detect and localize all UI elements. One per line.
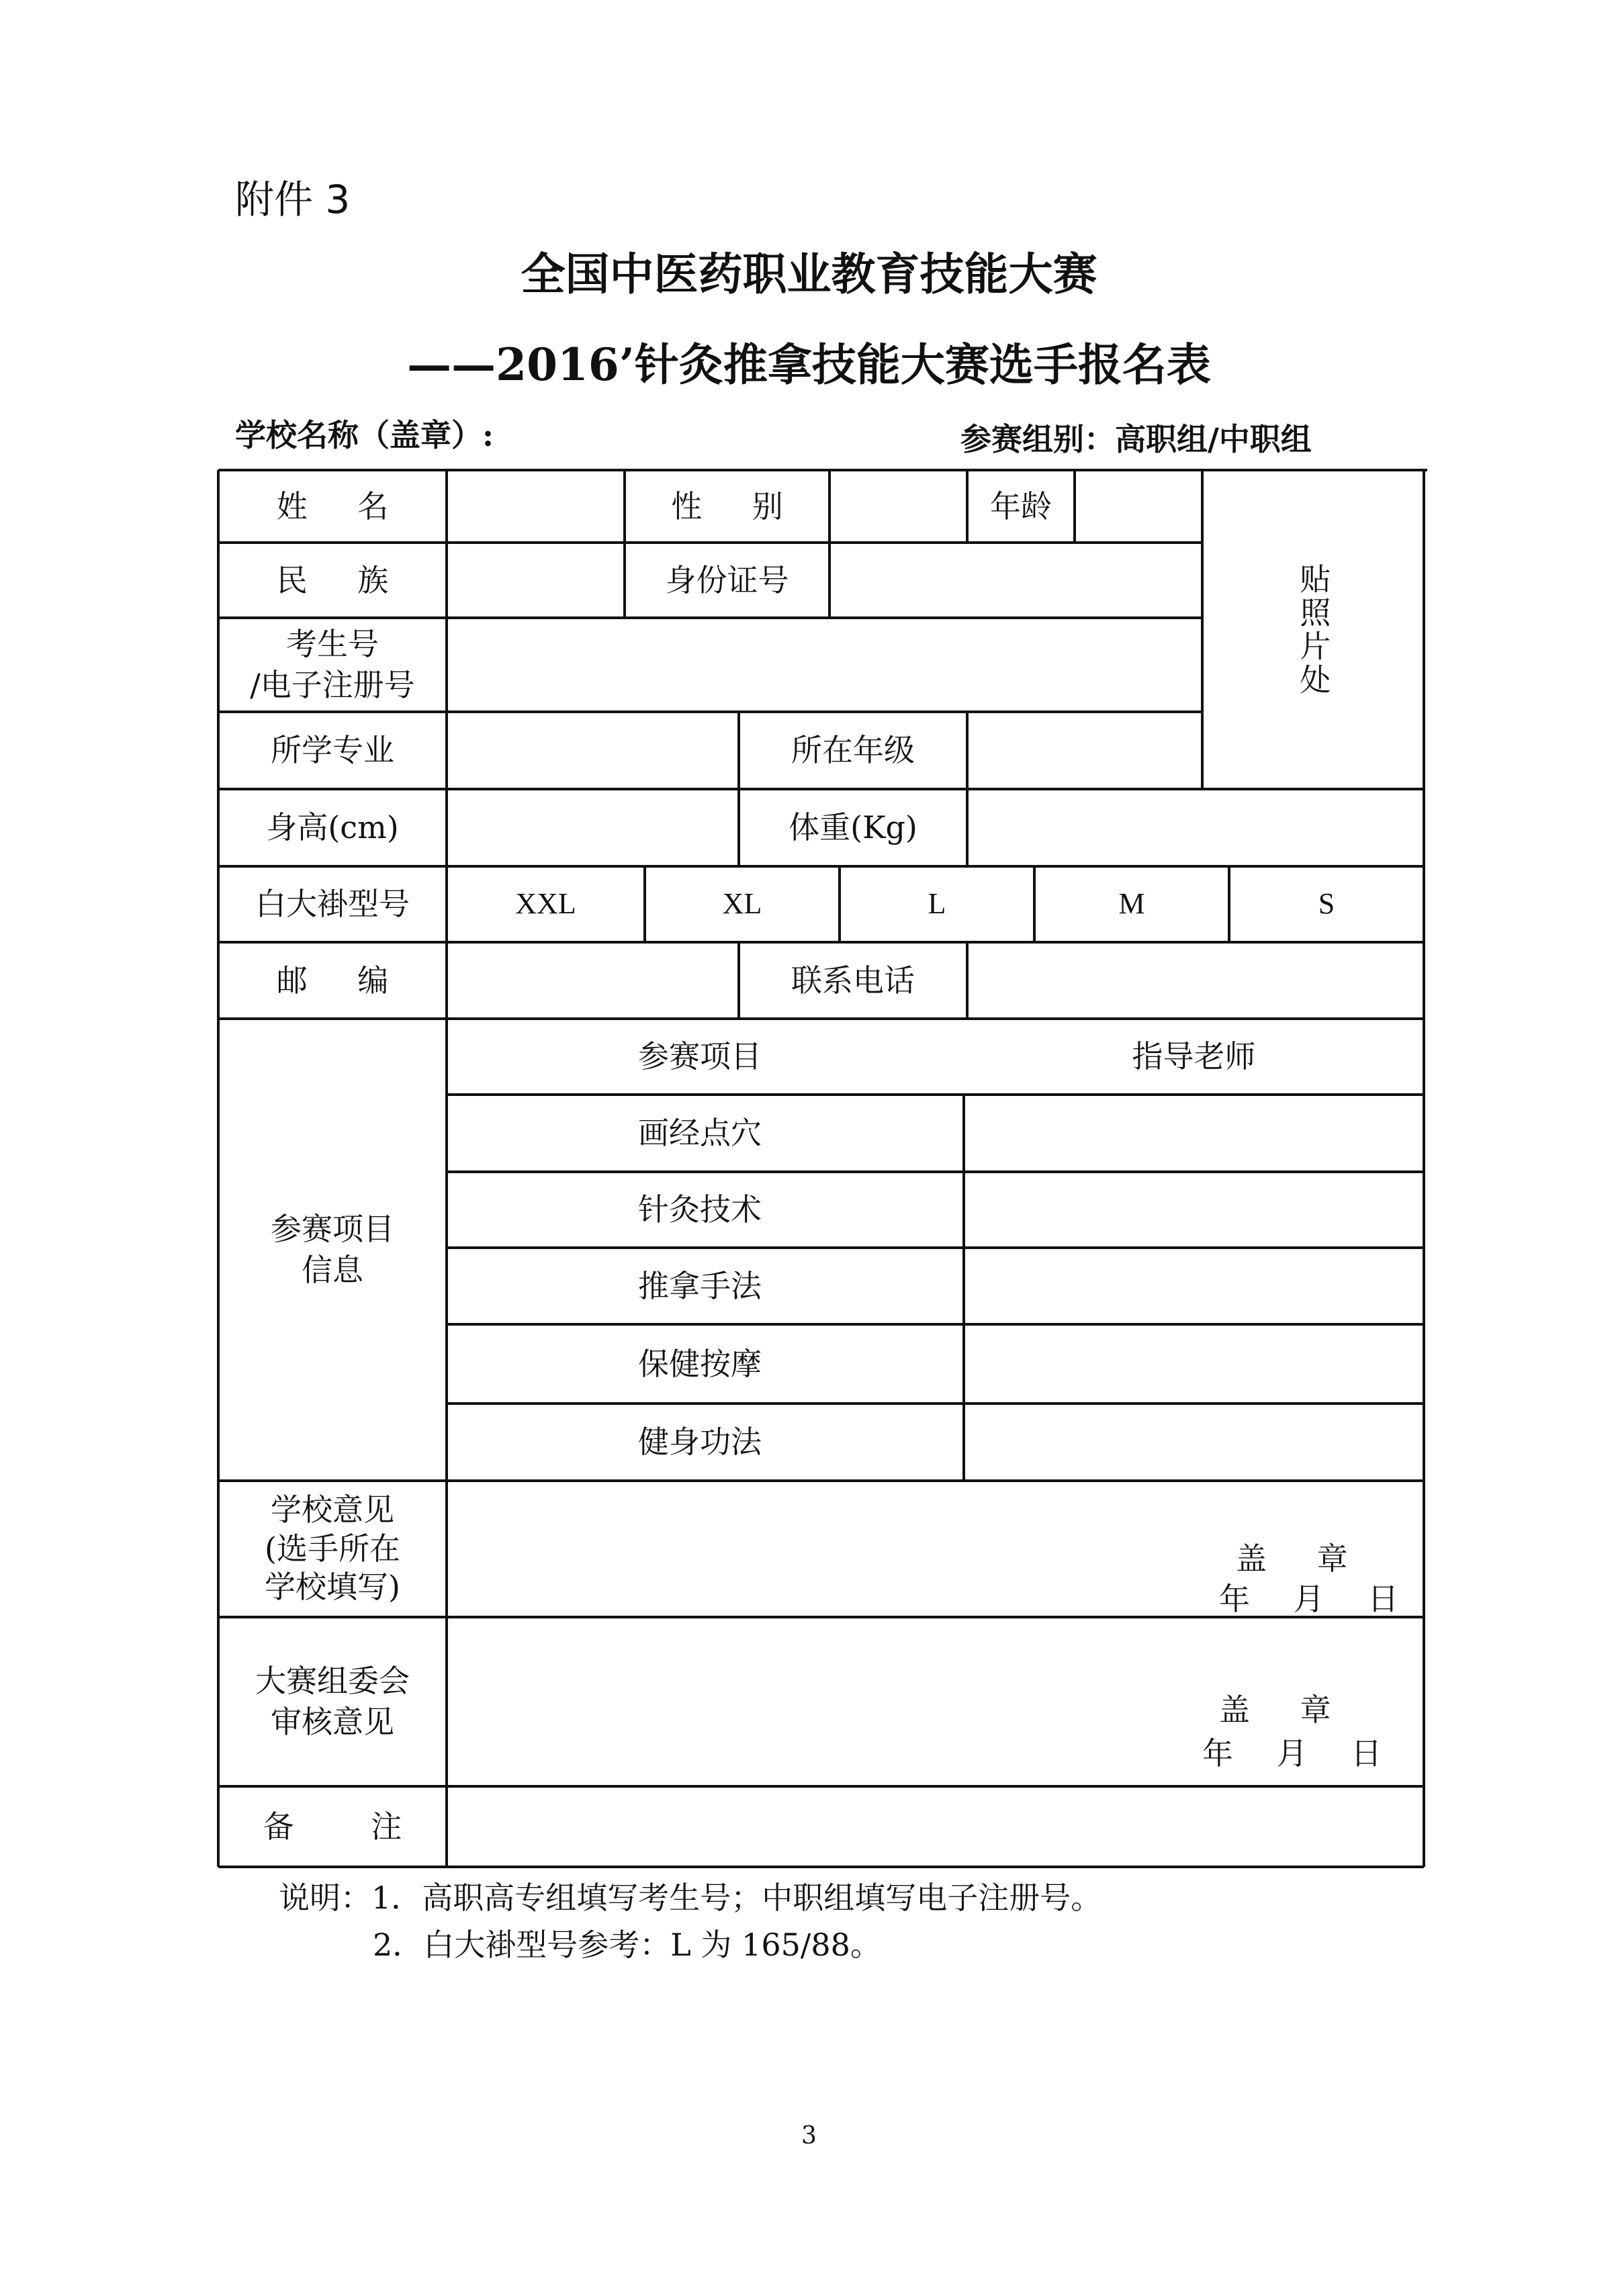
event-item: 推拿手法: [638, 1267, 762, 1304]
label-age: 年龄: [990, 488, 1052, 524]
label-remarks: 备 注: [263, 1808, 402, 1845]
label-major: 所学专业: [271, 732, 394, 769]
label-height: 身高(cm): [266, 809, 399, 846]
note-2: 2．白大褂型号参考：L 为 165/88。: [373, 1927, 881, 1963]
header-event: 参赛项目: [638, 1038, 762, 1075]
note-1: 说明：1．高职高专组填写考生号；中职组填写电子注册号。: [279, 1880, 1102, 1916]
size-option: L: [928, 887, 946, 921]
label-weight: 体重(Kg): [789, 809, 917, 846]
label-coat-size: 白大褂型号: [255, 886, 410, 923]
size-option: XXL: [515, 887, 576, 921]
size-option: S: [1318, 887, 1335, 921]
school-name-label: 学校名称（盖章）:: [235, 417, 494, 453]
school-seal-label: 盖 章: [1236, 1541, 1348, 1577]
committee-seal-label: 盖 章: [1219, 1692, 1331, 1728]
label-postcode: 邮 编: [276, 962, 389, 999]
event-item: 保健按摩: [638, 1345, 762, 1382]
label-exam-number: 考生号 /电子注册号: [250, 626, 415, 703]
title-line-2: ——2016’针灸推拿技能大赛选手报名表: [407, 338, 1211, 391]
label-ethnicity: 民 族: [276, 561, 389, 598]
title-line-1: 全国中医药职业教育技能大赛: [521, 248, 1097, 300]
label-school-opinion: 学校意见 (选手所在 学校填写): [265, 1491, 400, 1606]
header-teacher: 指导老师: [1132, 1038, 1256, 1075]
event-item: 画经点穴: [638, 1115, 762, 1152]
label-grade: 所在年级: [791, 732, 915, 769]
label-event-info: 参赛项目 信息: [271, 1211, 394, 1288]
group-label: 参赛组别：高职组/中职组: [960, 421, 1312, 457]
label-name: 姓 名: [276, 488, 389, 524]
size-option: M: [1118, 887, 1145, 921]
committee-date-label: 年 月 日: [1202, 1735, 1382, 1772]
event-item: 针灸技术: [638, 1191, 762, 1228]
event-item: 健身功法: [638, 1424, 762, 1461]
page-number: 3: [801, 2122, 817, 2150]
school-date-label: 年 月 日: [1219, 1581, 1399, 1617]
label-id-number: 身份证号: [665, 561, 789, 598]
size-option: XL: [722, 887, 762, 921]
attachment-label: 附件 3: [235, 177, 351, 222]
label-gender: 性 别: [671, 488, 783, 524]
label-phone: 联系电话: [791, 962, 915, 999]
photo-placeholder: 贴照片处: [1295, 562, 1332, 697]
label-committee-opinion: 大赛组委会 审核意见: [255, 1663, 410, 1740]
